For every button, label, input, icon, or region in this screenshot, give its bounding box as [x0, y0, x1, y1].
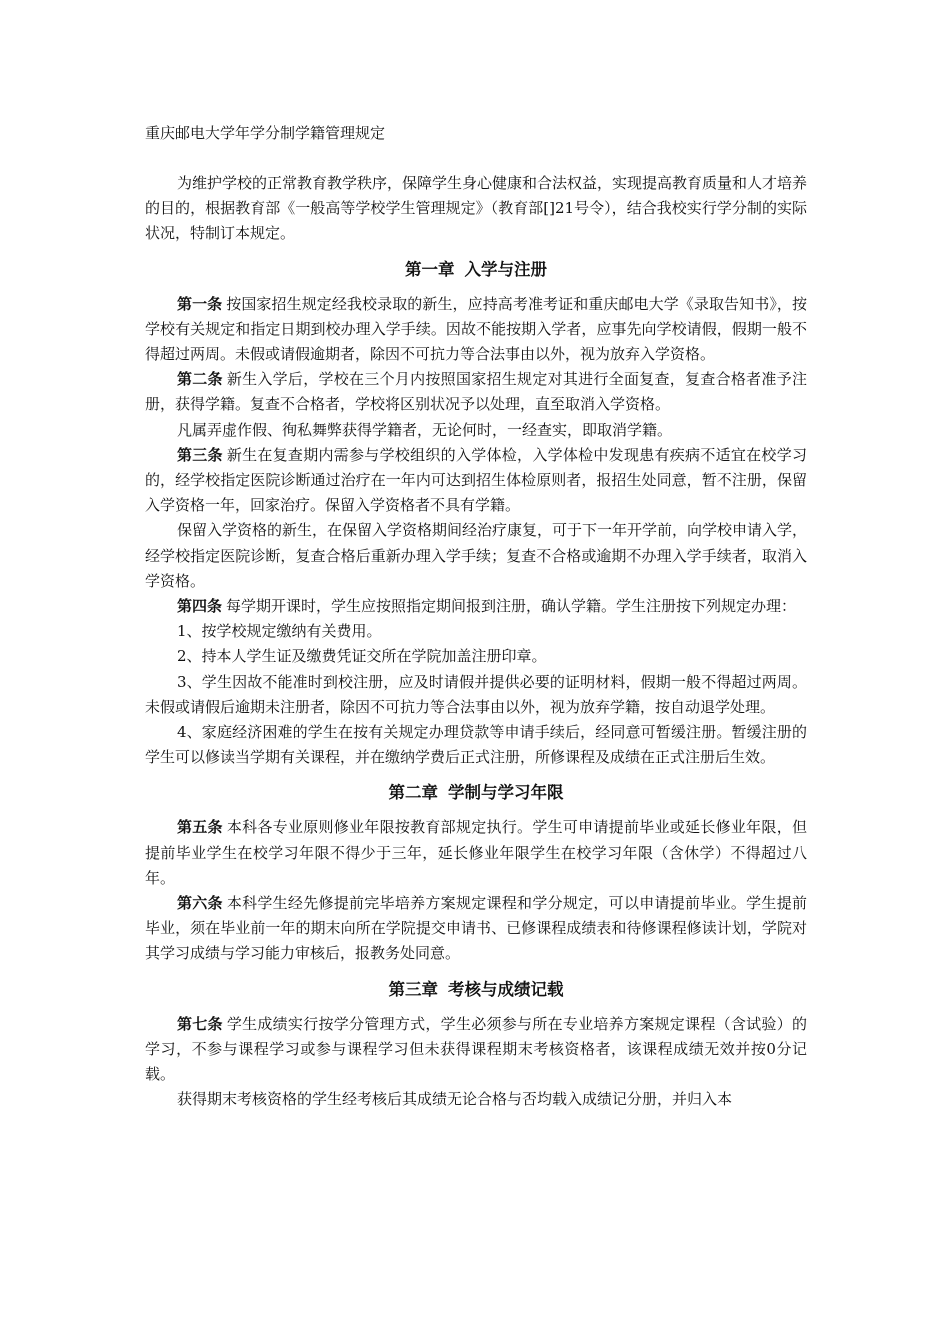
chapter-number: 第二章 — [388, 783, 438, 803]
article-paragraph — [145, 815, 807, 891]
chapter-name: 考核与成绩记载 — [448, 979, 564, 999]
article-paragraph — [145, 644, 807, 669]
article-paragraph — [145, 443, 807, 519]
article-text: 凡属弄虚作假、徇私舞弊获得学籍者，无论何时，一经查实，即取消学籍。 — [177, 420, 673, 439]
chapter-heading — [145, 782, 807, 804]
chapter-name: 学制与学习年限 — [448, 783, 564, 803]
chapter-number: 第三章 — [388, 979, 438, 999]
article-number: 第五条 — [177, 818, 223, 837]
article-paragraph — [145, 418, 807, 443]
article-paragraph — [145, 720, 807, 770]
article-number: 第三条 — [177, 445, 223, 464]
article-text: 2、持本人学生证及缴费凭证交所在学院加盖注册印章。 — [177, 647, 547, 666]
article-text: 本科各专业原则修业年限按教育部规定执行。学生可申请提前毕业或延长修业年限，但提前毕业学生在校学习年限不得少于三年，延长修业年限学生在校学习年限（含休学）不得超过八年。 — [145, 818, 807, 887]
article-text: 新生入学后，学校在三个月内按照国家招生规定对其进行全面复查，复查合格者准予注册，获得学籍。复查不合格者，学校将区别状况予以处理，直至取消入学资格。 — [145, 370, 807, 414]
chapter-heading — [145, 979, 807, 1001]
intro-paragraph: 为维护学校的正常教育教学秩序，保障学生身心健康和合法权益，实现提高教育质量和人才培养的目的，根据教育部《一般高等学校学生管理规定》（教育部[]21号令），结合我校实行学分制的实际状况，特制订本规定。 — [145, 174, 808, 243]
article-text: 学生成绩实行按学分管理方式，学生必须参与所在专业培养方案规定课程（含试验）的学习，不参与课程学习或参与课程学习但未获得课程期末考核资格者，该课程成绩无效并按0分记载。 — [145, 1014, 807, 1084]
document-title: 重庆邮电大学年学分制学籍管理规定 — [145, 124, 386, 142]
article-paragraph — [145, 594, 807, 619]
article-text: 新生在复查期内需参与学校组织的入学体检，入学体检中发现患有疾病不适宜在校学习的，经学校指定医院诊断通过治疗在一年内可达到招生体检原则者，报招生处同意，暂不注册，保留入学资格一年，回家治疗。保留入学资格者不具有学籍。 — [145, 445, 807, 515]
article-text: 每学期开课时，学生应按照指定期间报到注册，确认学籍。学生注册按下列规定办理： — [226, 597, 797, 616]
article-number: 第七条 — [177, 1014, 223, 1033]
article-text: 3、学生因故不能准时到校注册，应及时请假并提供必要的证明材料，假期一般不得超过两周。未假或请假后逾期未注册者，除因不可抗力等合法事由以外，视为放弃学籍，按自动退学处理。 — [145, 672, 807, 716]
article-text: 获得期末考核资格的学生经考核后其成绩无论合格与否均载入成绩记分册，并归入本 — [177, 1090, 733, 1109]
article-number: 第一条 — [177, 294, 223, 313]
article-number: 第四条 — [177, 597, 223, 616]
article-text: 1、按学校规定缴纳有关费用。 — [177, 622, 382, 641]
article-paragraph — [145, 670, 807, 720]
article-text: 4、家庭经济困难的学生在按有关规定办理贷款等申请手续后，经同意可暂缓注册。暂缓注册的学生可以修读当学期有关课程，并在缴纳学费后正式注册，所修课程及成绩在正式注册后生效。 — [145, 723, 807, 767]
document-page — [145, 121, 807, 1113]
article-text: 按国家招生规定经我校录取的新生，应持高考准考证和重庆邮电大学《录取告知书》，按学校有关规定和指定日期到校办理入学手续。因故不能按期入学者，应事先向学校请假，假期一般不得超过两周。未假或请假逾期者，除因不可抗力等合法事由以外，视为放弃入学资格。 — [145, 294, 807, 364]
article-paragraph — [145, 518, 807, 594]
article-paragraph — [145, 292, 807, 368]
article-paragraph — [145, 367, 807, 417]
article-paragraph — [145, 1012, 807, 1088]
article-text: 本科学生经先修提前完毕培养方案规定课程和学分规定，可以申请提前毕业。学生提前毕业，须在毕业前一年的期末向所在学院提交申请书、已修课程成绩表和待修课程修读计划，学院对其学习成绩与学习能力审核后，报教务处同意。 — [145, 894, 807, 963]
article-number: 第六条 — [177, 894, 223, 913]
chapter-heading — [145, 259, 807, 281]
article-number: 第二条 — [177, 370, 223, 389]
chapter-list — [145, 259, 807, 1113]
article-paragraph — [145, 619, 807, 644]
article-paragraph — [145, 1087, 807, 1112]
article-paragraph — [145, 891, 807, 967]
chapter-name: 入学与注册 — [464, 259, 547, 279]
article-text: 保留入学资格的新生，在保留入学资格期间经治疗康复，可于下一年开学前，向学校申请入学，经学校指定医院诊断，复查合格后重新办理入学手续；复查不合格或逾期不办理入学手续者，取消入学资格。 — [145, 521, 808, 590]
chapter-number: 第一章 — [405, 259, 455, 279]
